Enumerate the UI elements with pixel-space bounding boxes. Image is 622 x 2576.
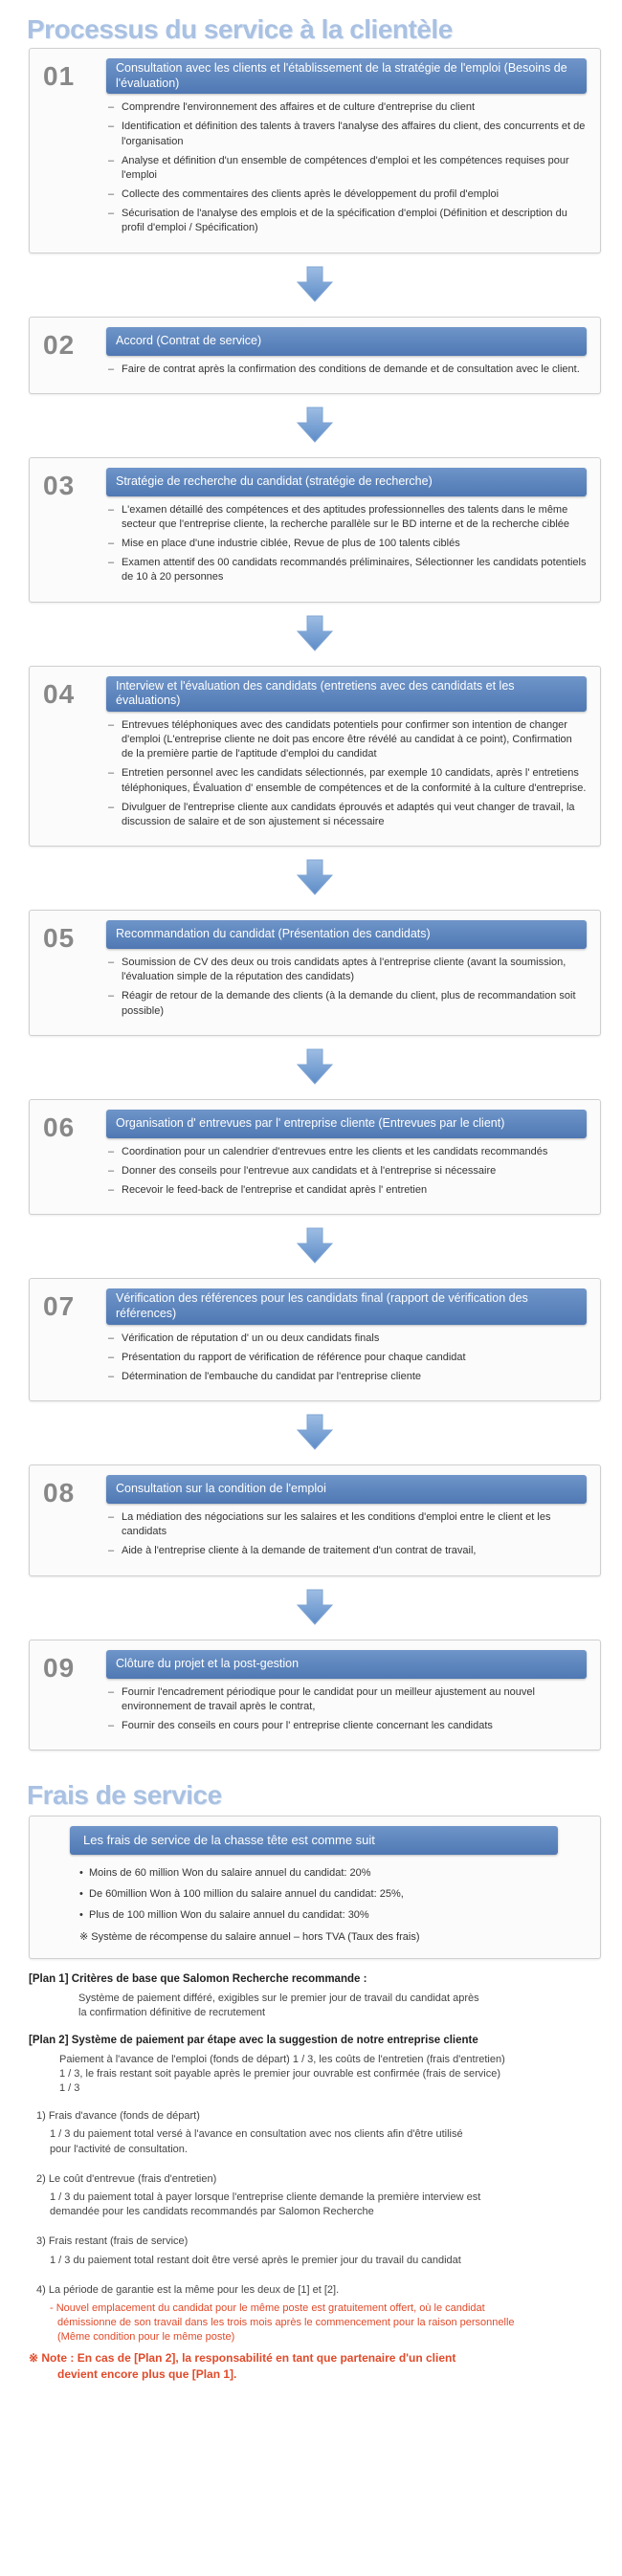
step-item: – Fournir l'encadrement périodique pour le candidat pour un meilleur ajustement au nouvel environnement de travail après le contrat,: [108, 1685, 587, 1714]
down-arrow-icon: [296, 1226, 334, 1265]
step-item: – Collecte des commentaires des clients après le développement du profil d'emploi: [108, 187, 587, 202]
plan1-title: [Plan 1] Critères de base que Salomon Recherche recommande :: [29, 1972, 367, 1985]
guarantee-title: 4) La période de garantie est la même pour les deux de [1] et [2].: [36, 2283, 340, 2296]
step-title: Organisation d' entrevues par l' entreprise cliente (Entrevues par le client): [106, 1110, 587, 1138]
down-arrow-icon: [296, 1413, 334, 1451]
step-number: 09: [43, 1652, 76, 1683]
step-number: 07: [43, 1291, 76, 1322]
fee-remaining-title: 3) Frais restant (frais de service): [36, 2235, 189, 2248]
plan1-body: [29, 1992, 595, 2020]
note-line: ※ Note : En cas de [Plan 2], la responsabilité en tant que partenaire d'un client: [29, 2351, 456, 2366]
step-item: – Identification et définition des talents à travers l'analyse des affaires du client, des concurrents et de l'organisation: [108, 120, 587, 148]
plan2-body: [29, 2053, 595, 2097]
step-item: – Réagir de retour de la demande des clients (à la demande du client, plus de recommandation soit possible): [108, 989, 587, 1018]
step-number: 05: [43, 923, 76, 954]
fee-item: • De 60million Won à 100 million du salaire annuel du candidat: 25%,: [79, 1887, 587, 1902]
responsibility-note: [29, 2350, 595, 2382]
fees-box: [29, 1816, 601, 1959]
step-title: Stratégie de recherche du candidat (stratégie de recherche): [106, 468, 587, 496]
page: [0, 13, 622, 2576]
down-arrow-icon: [296, 1047, 334, 1086]
process-heading: Processus du service à la clientèle: [27, 14, 453, 44]
step-items: [106, 1332, 587, 1385]
fees-banner: Les frais de service de la chasse tête est comme suit: [70, 1826, 558, 1855]
step-items: [106, 718, 587, 829]
down-arrow-icon: [296, 858, 334, 896]
guarantee-line: (Même condition pour le même poste): [57, 2331, 235, 2344]
step-card: [29, 48, 601, 253]
fee-advance-title: 1) Frais d'avance (fonds de départ): [36, 2110, 200, 2123]
step-item: – Coordination pour un calendrier d'entrevues entre les clients et les candidats recommandés: [108, 1145, 587, 1159]
fee-item: • Moins de 60 million Won du salaire annuel du candidat: 20%: [79, 1866, 587, 1881]
step-number: 03: [43, 470, 76, 500]
step-item: – Comprendre l'environnement des affaires et de culture d'entreprise du client: [108, 100, 587, 115]
note-line: devient encore plus que [Plan 1].: [57, 2367, 237, 2381]
step-title: Vérification des références pour les candidats final (rapport de vérification des références): [106, 1288, 587, 1324]
step-items: [106, 363, 587, 377]
guarantee-body: [29, 2301, 595, 2345]
step-items: [106, 1145, 587, 1199]
step-item: – Donner des conseils pour l'entrevue aux candidats et à l'entreprise si nécessaire: [108, 1164, 587, 1178]
step-item: – La médiation des négociations sur les salaires et les conditions d'emploi entre le client et les candidats: [108, 1510, 587, 1539]
guarantee-line: démissionne de son travail dans les trois mois après le commencement pour la raison personnelle: [57, 2317, 515, 2329]
step-item: – Présentation du rapport de vérification de référence pour chaque candidat: [108, 1351, 587, 1365]
step-card: [29, 666, 601, 847]
step-item: – Sécurisation de l'analyse des emplois et de la spécification d'emploi (Définition et description du profil d'emploi / Spécification): [108, 207, 587, 235]
fees-list: [58, 1866, 587, 1924]
fees-heading: Frais de service: [27, 1780, 222, 1811]
step-items: [106, 956, 587, 1019]
step-item: – Aide à l'entreprise cliente à la demande de traitement d'un contrat de travail,: [108, 1544, 587, 1558]
step-item: – Fournir des conseils en cours pour l' entreprise cliente concernant les candidats: [108, 1719, 587, 1733]
step-title: Accord (Contrat de service): [106, 327, 587, 356]
plan2-line: 1 / 3, le frais restant soit payable après le premier jour ouvrable est confirmée (frais de service): [59, 2067, 500, 2080]
step-card: [29, 1640, 601, 1751]
step-item: – Entrevues téléphoniques avec des candidats potentiels pour confirmer son intention de changer d'emploi (L'entreprise cliente ne doit pas encore être révélé au candidat à ce point), Confirmation de la première partie de l'aptitude d'emploi du candidat: [108, 718, 587, 762]
down-arrow-icon: [296, 614, 334, 652]
step-number: 06: [43, 1112, 76, 1142]
step-item: – Mise en place d'une industrie ciblée, Revue de plus de 100 talents ciblés: [108, 537, 587, 551]
step-item: – Soumission de CV des deux ou trois candidats aptes à l'entreprise cliente (avant la soumission, l'évaluation simple de la réputation des candidats): [108, 956, 587, 984]
fee-item: • Plus de 100 million Won du salaire annuel du candidat: 30%: [79, 1908, 587, 1923]
step-item: – L'examen détaillé des compétences et des aptitudes professionnelles des talents dans le même secteur que l'entreprise cliente, la recherche parallèle sur le BD interne et de la recherche ciblée: [108, 503, 587, 532]
step-items: [106, 100, 587, 235]
fee-advance-body: [29, 2127, 595, 2156]
step-card: [29, 1099, 601, 1216]
step-card: [29, 457, 601, 603]
step-card: [29, 1464, 601, 1576]
step-item: – Recevoir le feed-back de l'entreprise et candidat après l' entretien: [108, 1183, 587, 1198]
plan2-title: [Plan 2] Système de paiement par étape avec la suggestion de notre entreprise cliente: [29, 2034, 478, 2046]
down-arrow-icon: [296, 265, 334, 303]
fee-interview-title: 2) Le coût d'entrevue (frais d'entretien): [36, 2172, 217, 2185]
plan2-line: Paiement à l'avance de l'emploi (fonds de départ) 1 / 3, les coûts de l'entretien (frais d'entretien): [59, 2053, 505, 2065]
step-title: Clôture du projet et la post-gestion: [106, 1650, 587, 1679]
step-card: [29, 317, 601, 394]
down-arrow-icon: [296, 1588, 334, 1626]
step-title: Recommandation du candidat (Présentation des candidats): [106, 920, 587, 949]
step-item: – Divulguer de l'entreprise cliente aux candidats éprouvés et adaptés qui veut changer de travail, la discussion de salaire et de son ajustement si nécessaire: [108, 801, 587, 829]
plan2-line: 1 / 3: [59, 2082, 80, 2095]
step-number: 08: [43, 1478, 76, 1508]
plan1-line: Système de paiement différé, exigibles sur le premier jour de travail du candidat après: [78, 1992, 479, 2004]
fee-remaining-line: 1 / 3 du paiement total restant doit être versé après le premier jour du travail du candidat: [50, 2254, 461, 2266]
step-title: Interview et l'évaluation des candidats (entretiens avec des candidats et les évaluations): [106, 676, 587, 712]
fee-advance-line: pour l'activité de consultation.: [50, 2143, 188, 2155]
step-number: 04: [43, 678, 76, 709]
step-items: [106, 1510, 587, 1559]
fee-remaining-body: [29, 2254, 595, 2268]
step-item: – Analyse et définition d'un ensemble de compétences d'emploi et les compétences requises pour l'emploi: [108, 154, 587, 183]
plan1-line: la confirmation définitive de recrutement: [78, 2006, 266, 2018]
step-item: – Entretien personnel avec les candidats sélectionnés, par exemple 10 candidats, après l' entretiens téléphoniques, Évaluation d' ensemble de compétences et de la conformité à la culture d'entreprise.: [108, 766, 587, 795]
step-item: – Examen attentif des 00 candidats recommandés préliminaires, Sélectionner les candidats potentiels de 10 à 20 personnes: [108, 556, 587, 584]
step-items: [106, 503, 587, 585]
process-steps: [29, 48, 601, 1750]
step-item: – Faire de contrat après la confirmation des conditions de demande et de consultation avec le client.: [108, 363, 587, 377]
step-item: – Détermination de l'embauche du candidat par l'entreprise cliente: [108, 1370, 587, 1384]
fees-note: ※ Système de récompense du salaire annuel – hors TVA (Taux des frais): [79, 1930, 420, 1943]
step-item: – Vérification de réputation d' un ou deux candidats finals: [108, 1332, 587, 1346]
fee-advance-line: 1 / 3 du paiement total versé à l'avance en consultation avec nos clients afin d'être utilisé: [50, 2128, 463, 2141]
step-card: [29, 1278, 601, 1401]
guarantee-line: - Nouvel emplacement du candidat pour le même poste est gratuitement offert, où le candidat: [50, 2301, 485, 2314]
step-number: 02: [43, 329, 76, 360]
step-items: [106, 1685, 587, 1734]
fee-interview-line: demandée pour les candidats recommandés par Salomon Recherche: [50, 2206, 374, 2218]
plans-section: [29, 1959, 601, 2383]
step-card: [29, 910, 601, 1036]
down-arrow-icon: [296, 406, 334, 444]
fee-interview-body: [29, 2191, 595, 2219]
fee-interview-line: 1 / 3 du paiement total à payer lorsque l'entreprise cliente demande la première interview est: [50, 2191, 481, 2203]
step-title: Consultation avec les clients et l'établissement de la stratégie de l'emploi (Besoins de l'évaluation): [106, 58, 587, 94]
step-number: 01: [43, 61, 76, 91]
step-title: Consultation sur la condition de l'emploi: [106, 1475, 587, 1504]
